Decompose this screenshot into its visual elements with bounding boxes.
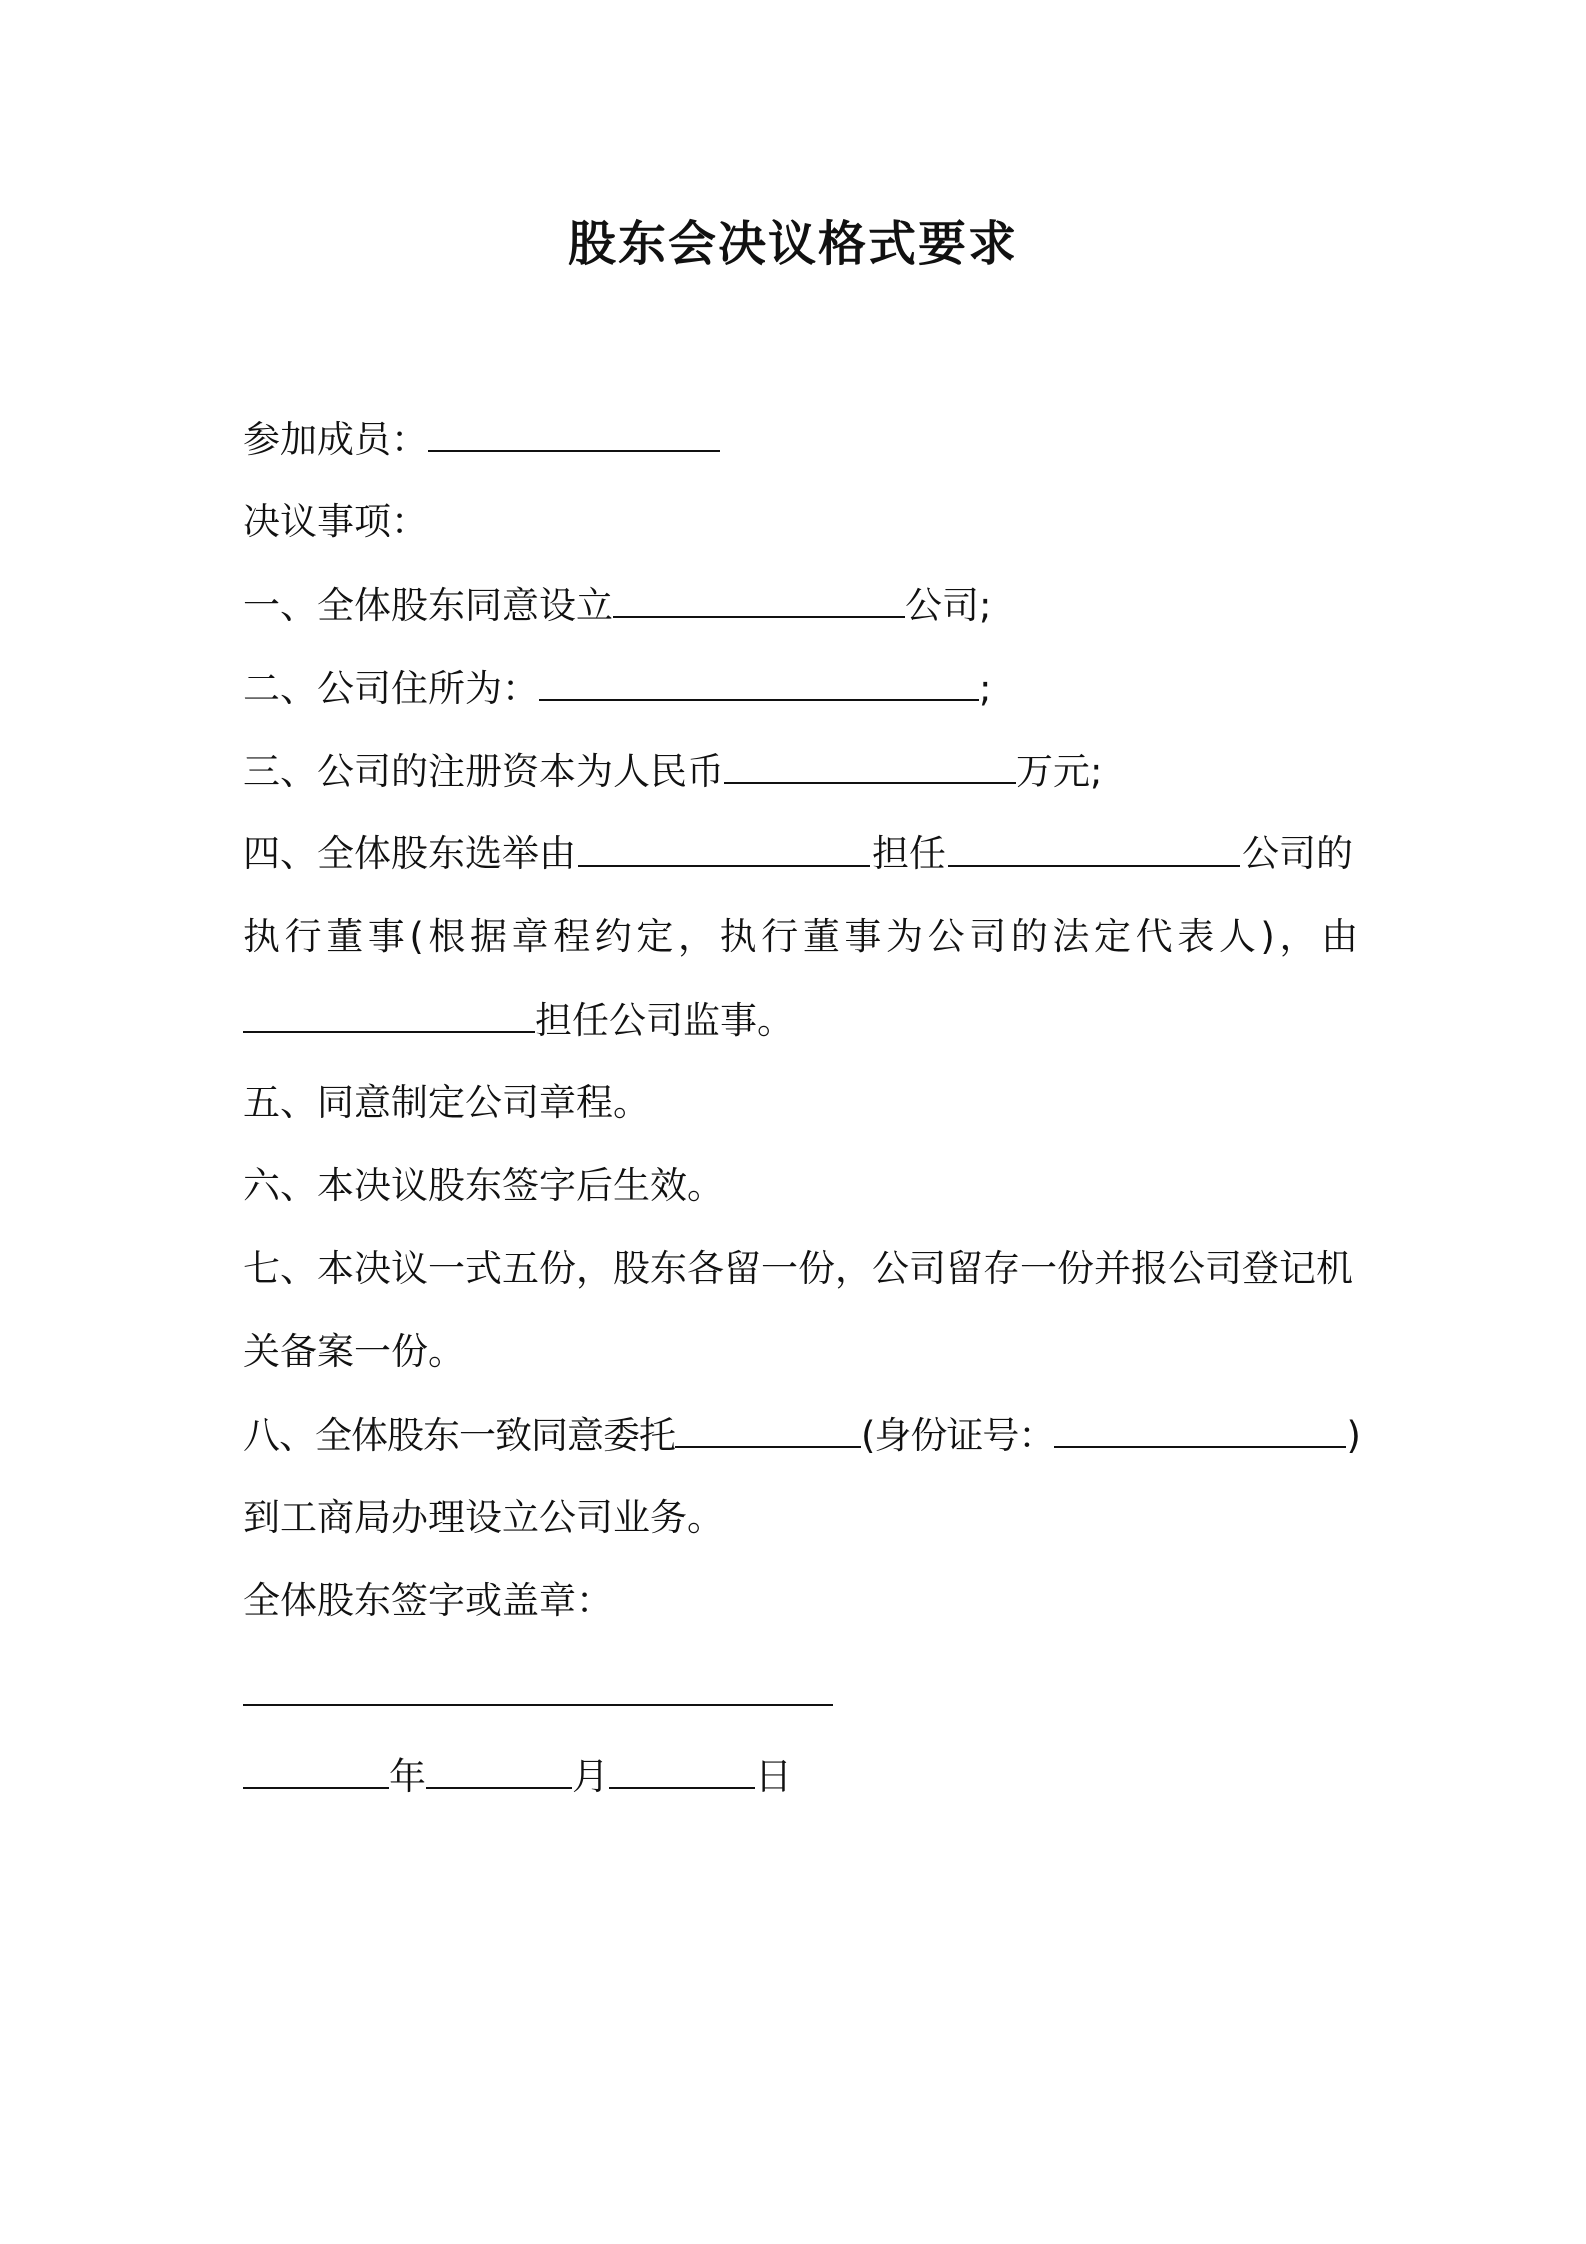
year-blank[interactable] — [243, 1751, 389, 1789]
item-8-part-3: ) — [1346, 1414, 1360, 1457]
item-5: 五、同意制定公司章程。 — [243, 1081, 650, 1124]
signature-label: 全体股东签字或盖章： — [243, 1579, 613, 1622]
item-4-line-3 — [243, 995, 794, 1045]
date-line — [243, 1751, 792, 1801]
item-1-suffix: 公司; — [905, 584, 992, 627]
supervisor-blank[interactable] — [243, 995, 535, 1033]
page-title: 股东会决议格式要求 — [567, 216, 1018, 272]
company-name-blank[interactable] — [613, 580, 905, 618]
address-blank[interactable] — [539, 663, 979, 701]
resolution-label: 决议事项： — [243, 500, 428, 543]
id-number-blank[interactable] — [1054, 1410, 1346, 1448]
item-4-line-1 — [243, 829, 1353, 879]
item-4-part-3: 公司的 — [1242, 832, 1353, 875]
director-name-blank[interactable] — [578, 829, 870, 867]
item-7-line-1: 七、本决议一式五份，股东各留一份，公司留存一份并报公司登记机 — [243, 1247, 1353, 1290]
members-blank[interactable] — [428, 414, 720, 452]
day-blank[interactable] — [609, 1751, 755, 1789]
item-1-prefix: 一、全体股东同意设立 — [243, 584, 613, 627]
item-8-part-2: (身份证号： — [861, 1414, 1055, 1457]
month-blank[interactable] — [426, 1751, 572, 1789]
item-3-prefix: 三、公司的注册资本为人民币 — [243, 750, 724, 793]
item-4-line-2: 执行董事(根据章程约定，执行董事为公司的法定代表人)，由 — [243, 915, 1363, 958]
item-2 — [243, 663, 991, 713]
item-1 — [243, 580, 991, 630]
members-line — [243, 414, 720, 464]
item-2-suffix: ; — [979, 667, 992, 710]
item-3-suffix: 万元; — [1016, 750, 1103, 793]
item-3 — [243, 746, 1102, 796]
item-8-part-1: 八、全体股东一致同意委托 — [243, 1414, 675, 1457]
agent-name-blank[interactable] — [675, 1410, 861, 1448]
month-label: 月 — [572, 1755, 609, 1798]
item-8-line-2: 到工商局办理设立公司业务。 — [243, 1496, 724, 1539]
signature-blank[interactable] — [243, 1668, 833, 1706]
capital-blank[interactable] — [724, 746, 1016, 784]
members-label: 参加成员： — [243, 418, 428, 461]
item-6: 六、本决议股东签字后生效。 — [243, 1164, 724, 1207]
director-company-blank[interactable] — [948, 829, 1240, 867]
item-8-line-1 — [243, 1410, 1360, 1460]
item-4-part-2: 担任 — [872, 832, 946, 875]
item-2-prefix: 二、公司住所为： — [243, 667, 539, 710]
item-4-part-1: 四、全体股东选举由 — [243, 832, 576, 875]
item-4-line-3-suffix: 担任公司监事。 — [535, 999, 794, 1042]
item-7-line-2: 关备案一份。 — [243, 1330, 465, 1373]
day-label: 日 — [755, 1755, 792, 1798]
signature-line — [243, 1668, 833, 1718]
year-label: 年 — [389, 1755, 426, 1798]
